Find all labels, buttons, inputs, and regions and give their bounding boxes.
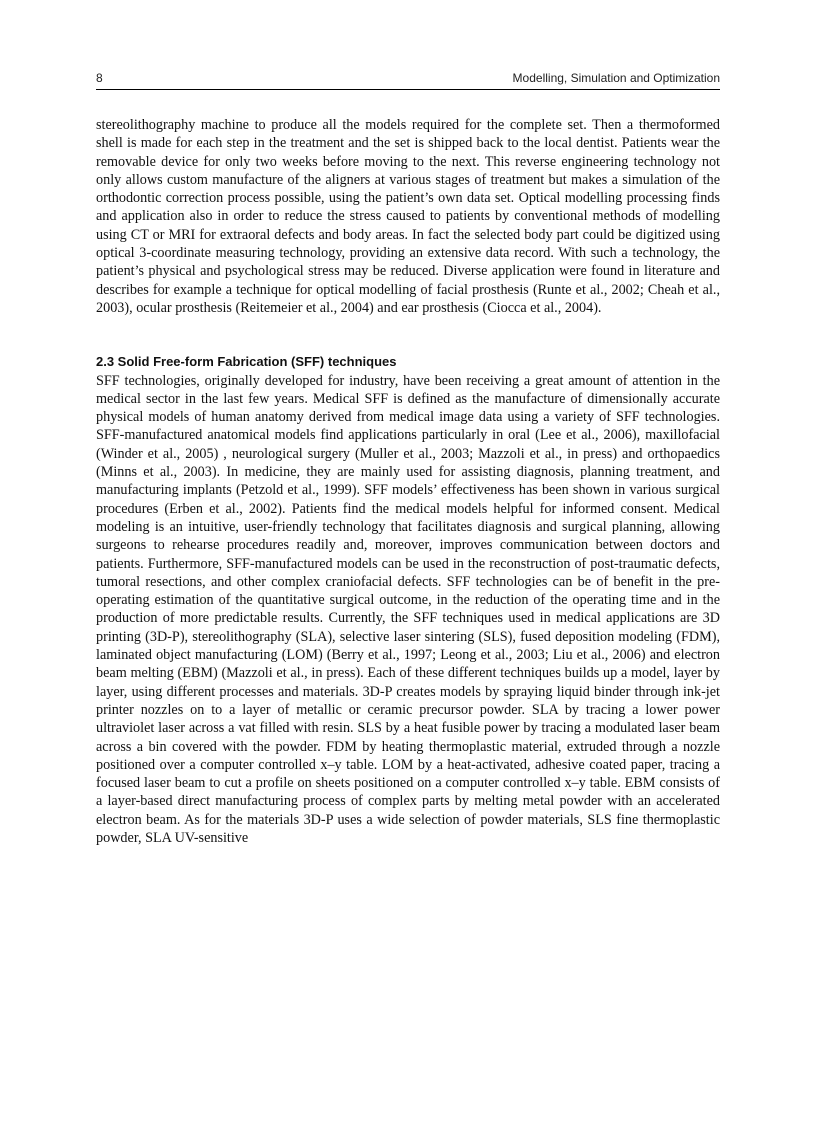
page-number: 8	[96, 71, 103, 85]
running-header	[96, 71, 720, 90]
body-text	[96, 116, 720, 847]
section-heading: 2.3 Solid Free-form Fabrication (SFF) techniques	[96, 354, 397, 370]
running-title: Modelling, Simulation and Optimization	[512, 71, 720, 85]
paragraph-continued: stereolithography machine to produce all the models required for the complete set. Then a thermoformed shell is made for each step in the treatment and the set is shipped back to the local dentist. Patients wear the removable device for only two weeks before moving to the next. This reverse engineering technology not only allows custom manufacture of the aligners at various stages of treatment but makes a simulation of the orthodontic correction process possible, using the patient’s own data set. Optical modelling processing finds and application also in order to reduce the stress caused to patients by conventional methods of modelling using CT or MRI for extraoral defects and body areas. In fact the selected body part could be digitized using optical 3-coordinate measuring technology, providing an extensive data record. With such a technology, the patient’s physical and psychological stress may be reduced. Diverse application were found in literature and describes for example a technique for optical modelling of facial prosthesis (Runte et al., 2002; Cheah et al., 2003), ocular prosthesis (Reitemeier et al., 2004) and ear prosthesis (Ciocca et al., 2004).	[96, 117, 720, 316]
paragraph-sff: SFF technologies, originally developed for industry, have been receiving a great amount of attention in the medical sector in the last few years. Medical SFF is defined as the manufacture of dimensionally accurate physical models of human anatomy derived from medical image data using a variety of SFF technologies. SFF-manufactured anatomical models find applications particularly in oral (Lee et al., 2006), maxillofacial (Winder et al., 2005) , neurological surgery (Muller et al., 2003; Mazzoli et al., in press) and orthopaedics (Minns et al., 2003). In medicine, they are mainly used for assisting diagnosis, planning treatment, and manufacturing implants (Petzold et al., 1999). SFF models’ effectiveness has been shown in various surgical procedures (Erben et al., 2002). Patients find the medical models helpful for informed consent. Medical modeling is an intuitive, user-friendly technology that facilitates diagnosis and surgical planning, allowing surgeons to rehearse procedures readily and, moreover, improves communication between doctors and patients. Furthermore, SFF-manufactured models can be used in the reconstruction of post-traumatic defects, tumoral resections, and other complex craniofacial defects. SFF technologies can be of benefit in the pre-operating estimation of the quantitative surgical outcome, in the reduction of the operating time and in the production of more predictable results. Currently, the SFF techniques used in medical applications are 3D printing (3D-P), stereolithography (SLA), selective laser sintering (SLS), fused deposition modeling (FDM), laminated object manufacturing (LOM) (Berry et al., 1997; Leong et al., 2003; Liu et al., 2006) and electron beam melting (EBM) (Mazzoli et al., in press). Each of these different techniques builds up a model, layer by layer, using different processes and materials. 3D-P creates models by spraying liquid binder through ink-jet printer nozzles on to a layer of metallic or ceramic precursor powder. SLA by tracing a lower power ultraviolet laser across a vat filled with resin. SLS by a heat fusible power by tracing a modulated laser beam across a bin covered with the powder. FDM by heating thermoplastic material, extruded through a nozzle positioned over a computer controlled x–y table. LOM by a heat-activated, adhesive coated paper, tracing a focused laser beam to cut a profile on sheets positioned on a computer controlled x–y table. EBM consists of a layer-based direct manufacturing process of complex parts by melting metal powder with an accelerated electron beam. As for the materials 3D-P uses a wide selection of powder materials, SLS fine thermoplastic powder, SLA UV-sensitive	[96, 372, 720, 846]
